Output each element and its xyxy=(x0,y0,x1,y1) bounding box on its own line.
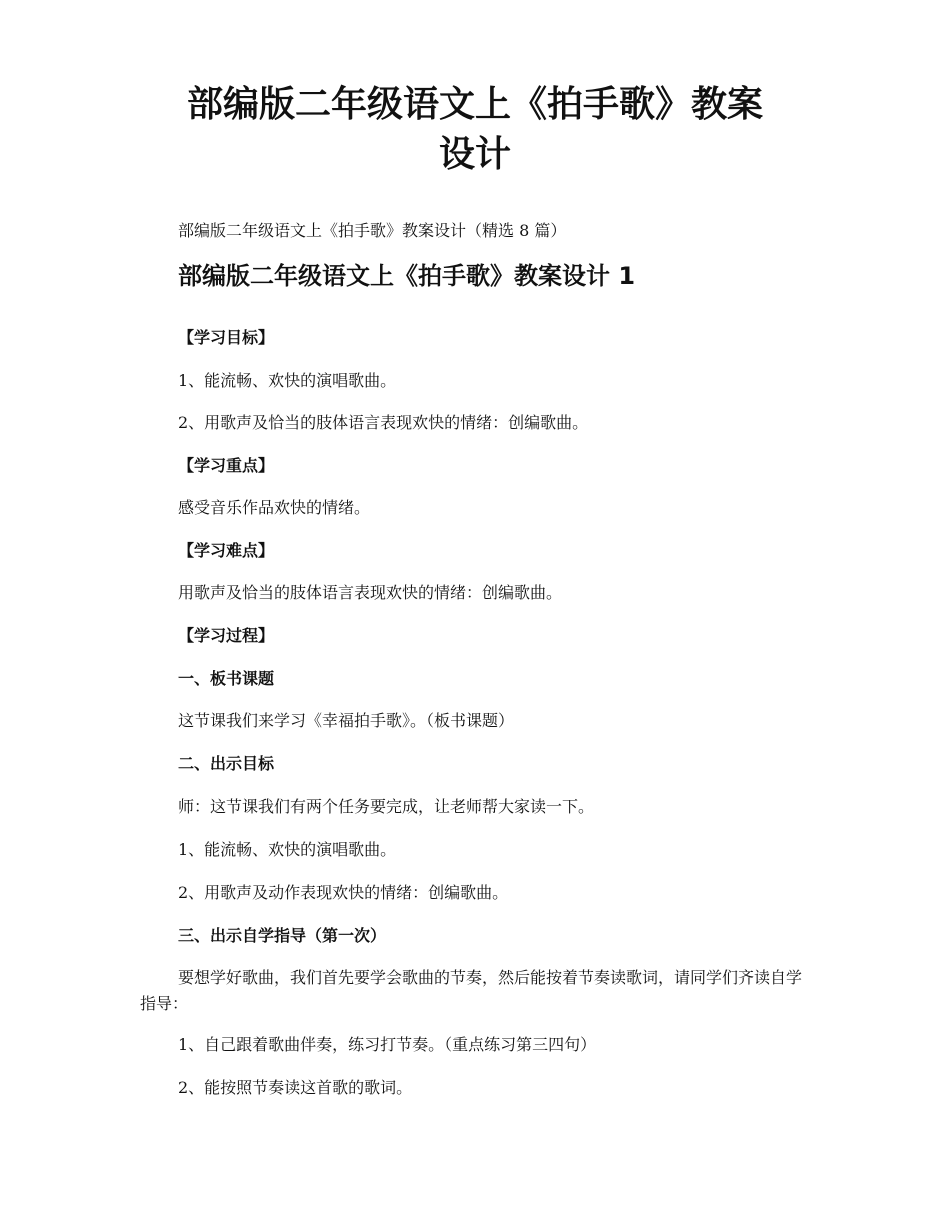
intro-text: 部编版二年级语文上《拍手歌》教案设计（精选 8 篇） xyxy=(178,221,567,240)
document-title-line-2: 设计 xyxy=(438,134,511,175)
heading-difficulty: 【学习难点】 xyxy=(178,541,275,560)
step-3-item-2: 2、能按照节奏读这首歌的歌词。 xyxy=(178,1078,413,1097)
objective-item-1: 1、能流畅、欢快的演唱歌曲。 xyxy=(178,371,397,390)
step-3-item-1: 1、自己跟着歌曲伴奏，练习打节奏。（重点练习第三四句） xyxy=(178,1035,597,1054)
section-title: 部编版二年级语文上《拍手歌》教案设计 1 xyxy=(178,262,636,290)
objective-item-2: 2、用歌声及恰当的肢体语言表现欢快的情绪：创编歌曲。 xyxy=(178,413,589,432)
step-3-paragraph: 要想学好歌曲，我们首先要学会歌曲的节奏，然后能按着节奏读歌词，请同学们齐读自学指导： xyxy=(140,968,803,1013)
heading-objectives: 【学习目标】 xyxy=(178,328,275,347)
heading-process: 【学习过程】 xyxy=(178,626,275,645)
key-point-text: 感受音乐作品欢快的情绪。 xyxy=(178,498,371,517)
difficulty-text: 用歌声及恰当的肢体语言表现欢快的情绪：创编歌曲。 xyxy=(178,583,563,602)
heading-key-point: 【学习重点】 xyxy=(178,456,275,475)
step-2-item-2: 2、用歌声及动作表现欢快的情绪：创编歌曲。 xyxy=(178,883,509,902)
step-2-text: 师：这节课我们有两个任务要完成，让老师帮大家读一下。 xyxy=(178,797,595,816)
document-title-line-1: 部编版二年级语文上《拍手歌》教案 xyxy=(186,84,763,125)
step-1-text: 这节课我们来学习《幸福拍手歌》。（板书课题） xyxy=(178,711,515,730)
step-2-heading: 二、出示目标 xyxy=(178,754,275,773)
step-2-item-1: 1、能流畅、欢快的演唱歌曲。 xyxy=(178,840,397,859)
step-1-heading: 一、板书课题 xyxy=(178,669,275,688)
step-3-heading: 三、出示自学指导（第一次） xyxy=(178,926,387,945)
